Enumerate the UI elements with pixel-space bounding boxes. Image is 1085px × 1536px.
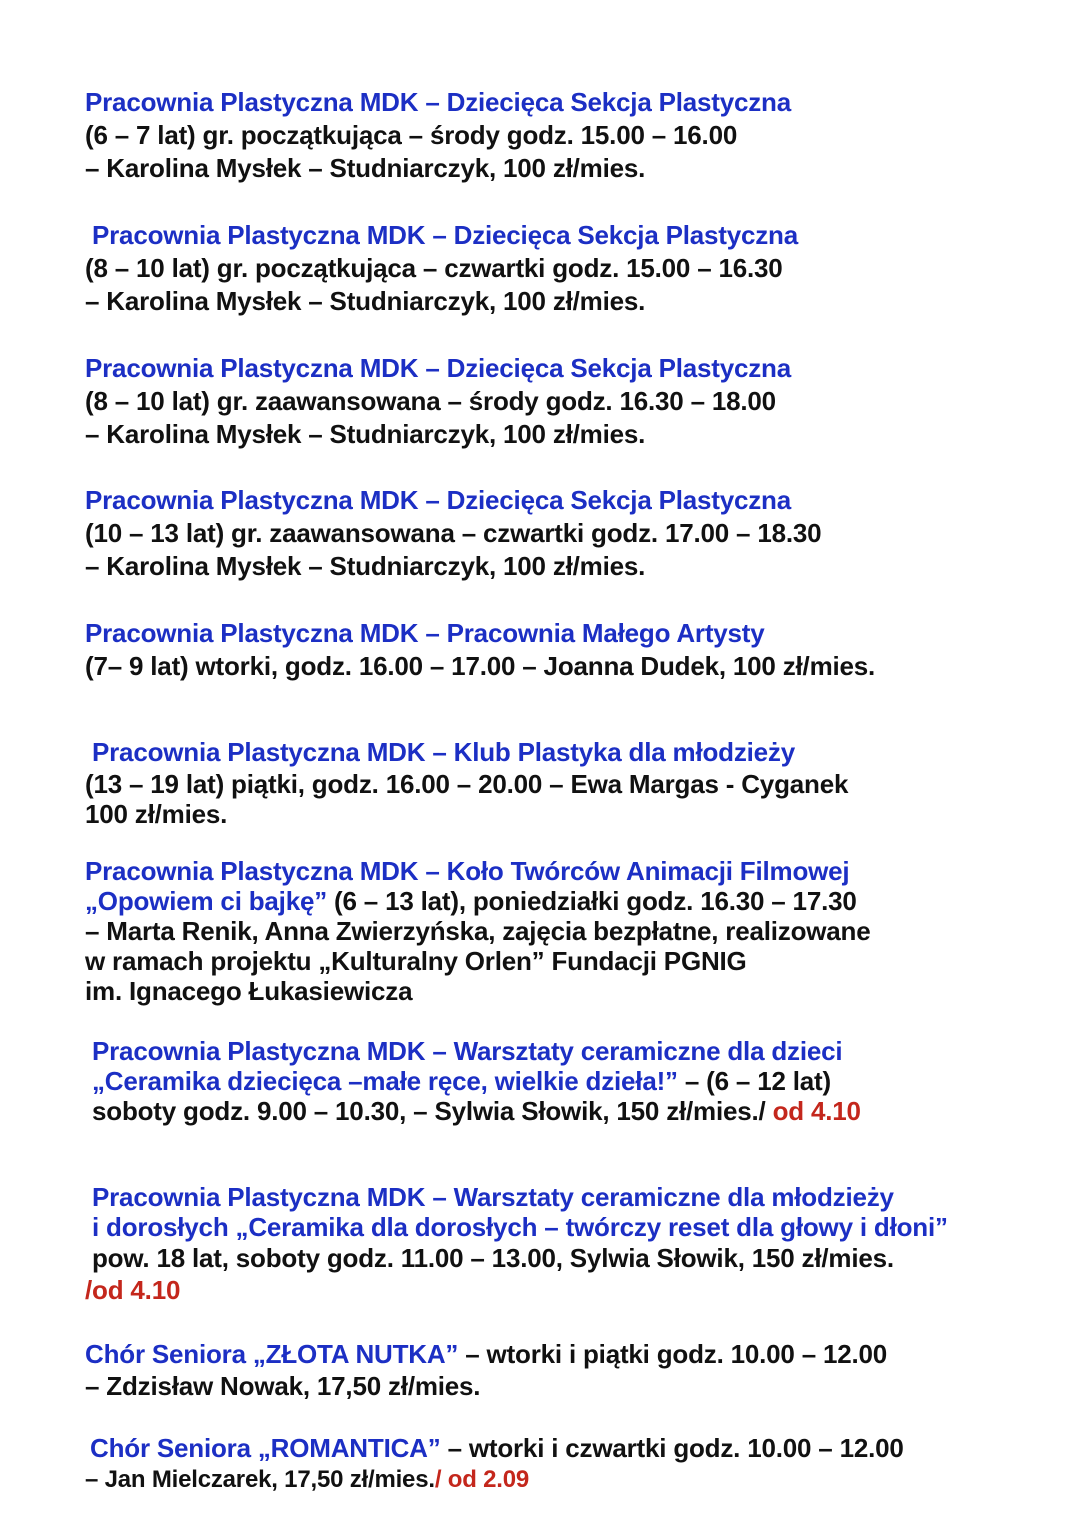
entry-title: „Ceramika dziecięca –małe ręce, wielkie dzieła!” bbox=[92, 1066, 678, 1096]
schedule-entry bbox=[0, 1036, 1085, 1126]
entry-heading: Pracownia Plastyczna MDK – Dziecięca Sekcja Plastyczna bbox=[85, 353, 792, 383]
entry-heading bbox=[0, 1338, 1085, 1370]
entry-title: „Opowiem ci bajkę” bbox=[85, 886, 328, 916]
entry-instructor: – Karolina Mysłek – Studniarczyk, 100 zł/mies. bbox=[85, 551, 646, 581]
entry-heading: Pracownia Plastyczna MDK – Dziecięca Sekcja Plastyczna bbox=[92, 220, 799, 250]
entry-details: (13 – 19 lat) piątki, godz. 16.00 – 20.00 – Ewa Margas - Cyganek bbox=[85, 769, 849, 799]
entry-schedule: – wtorki i czwartki godz. 10.00 – 12.00 bbox=[440, 1433, 904, 1463]
schedule-entry bbox=[0, 219, 1085, 318]
entry-heading: Pracownia Plastyczna MDK – Dziecięca Sekcja Plastyczna bbox=[85, 485, 792, 515]
schedule-entry bbox=[0, 86, 1085, 185]
entry-note: w ramach projektu „Kulturalny Orlen” Fundacji PGNIG bbox=[85, 946, 747, 976]
entry-schedule: soboty godz. 9.00 – 10.30, – Sylwia Słowik, 150 zł/mies./ bbox=[92, 1096, 766, 1126]
entry-details: (8 – 10 lat) gr. zaawansowana – środy godz. 16.30 – 18.00 bbox=[85, 386, 776, 416]
entry-start-date: /od 4.10 bbox=[85, 1275, 181, 1305]
entry-instructor: – Marta Renik, Anna Zwierzyńska, zajęcia bezpłatne, realizowane bbox=[85, 916, 871, 946]
entry-instructor: – Zdzisław Nowak, 17,50 zł/mies. bbox=[85, 1371, 481, 1401]
entry-instructor: – Karolina Mysłek – Studniarczyk, 100 zł/mies. bbox=[85, 419, 646, 449]
entry-instructor bbox=[0, 1464, 1085, 1495]
entry-start-date: / od 2.09 bbox=[434, 1466, 530, 1493]
entry-heading: Pracownia Plastyczna MDK – Warsztaty ceramiczne dla młodzieży bbox=[92, 1182, 894, 1212]
entry-details: (8 – 10 lat) gr. początkująca – czwartki godz. 15.00 – 16.30 bbox=[85, 253, 783, 283]
entry-details: (10 – 13 lat) gr. zaawansowana – czwartki godz. 17.00 – 18.30 bbox=[85, 518, 822, 548]
schedule-entry bbox=[0, 1182, 1085, 1306]
entry-instructor: – Karolina Mysłek – Studniarczyk, 100 zł/mies. bbox=[85, 153, 646, 183]
entry-heading: Pracownia Plastyczna MDK – Klub Plastyka dla młodzieży bbox=[92, 737, 795, 767]
entry-start-date: od 4.10 bbox=[765, 1096, 861, 1126]
entry-heading: Pracownia Plastyczna MDK – Warsztaty ceramiczne dla dzieci bbox=[92, 1036, 843, 1066]
entry-schedule: (6 – 13 lat), poniedziałki godz. 16.30 – 17.30 bbox=[327, 886, 857, 916]
entry-heading bbox=[0, 1432, 1085, 1464]
entry-title: Chór Seniora „ROMANTICA” bbox=[90, 1433, 441, 1463]
entry-details: (6 – 7 lat) gr. początkująca – środy godz. 15.00 – 16.00 bbox=[85, 120, 738, 150]
schedule-entry bbox=[0, 1432, 1085, 1495]
entry-note: im. Ignacego Łukasiewicza bbox=[85, 976, 413, 1006]
entry-details bbox=[0, 1066, 1085, 1096]
schedule-entry bbox=[0, 617, 1085, 683]
entry-title: Chór Seniora „ZŁOTA NUTKA” bbox=[85, 1339, 459, 1369]
entry-heading: Pracownia Plastyczna MDK – Pracownia Małego Artysty bbox=[85, 618, 765, 648]
entry-details bbox=[0, 886, 1085, 916]
schedule-entry bbox=[0, 484, 1085, 583]
schedule-entry bbox=[0, 352, 1085, 451]
entry-instructor: – Karolina Mysłek – Studniarczyk, 100 zł/mies. bbox=[85, 286, 646, 316]
schedule-entry bbox=[0, 856, 1085, 1006]
entry-details: (7– 9 lat) wtorki, godz. 16.00 – 17.00 – Joanna Dudek, 100 zł/mies. bbox=[85, 651, 876, 681]
schedule-entry bbox=[0, 736, 1085, 829]
entry-title: i dorosłych „Ceramika dla dorosłych – twórczy reset dla głowy i dłoni” bbox=[92, 1212, 948, 1242]
entry-schedule: – wtorki i piątki godz. 10.00 – 12.00 bbox=[458, 1339, 888, 1369]
entry-heading: Pracownia Plastyczna MDK – Koło Twórców Animacji Filmowej bbox=[85, 856, 850, 886]
entry-price: 100 zł/mies. bbox=[85, 799, 228, 829]
entry-details: pow. 18 lat, soboty godz. 11.00 – 13.00, Sylwia Słowik, 150 zł/mies. bbox=[92, 1243, 894, 1273]
entry-instructor bbox=[0, 1096, 1085, 1126]
entry-age: – (6 – 12 lat) bbox=[677, 1066, 831, 1096]
entry-instructor-text: – Jan Mielczarek, 17,50 zł/mies. bbox=[85, 1466, 435, 1493]
entry-heading: Pracownia Plastyczna MDK – Dziecięca Sekcja Plastyczna bbox=[85, 87, 792, 117]
schedule-entry bbox=[0, 1338, 1085, 1402]
